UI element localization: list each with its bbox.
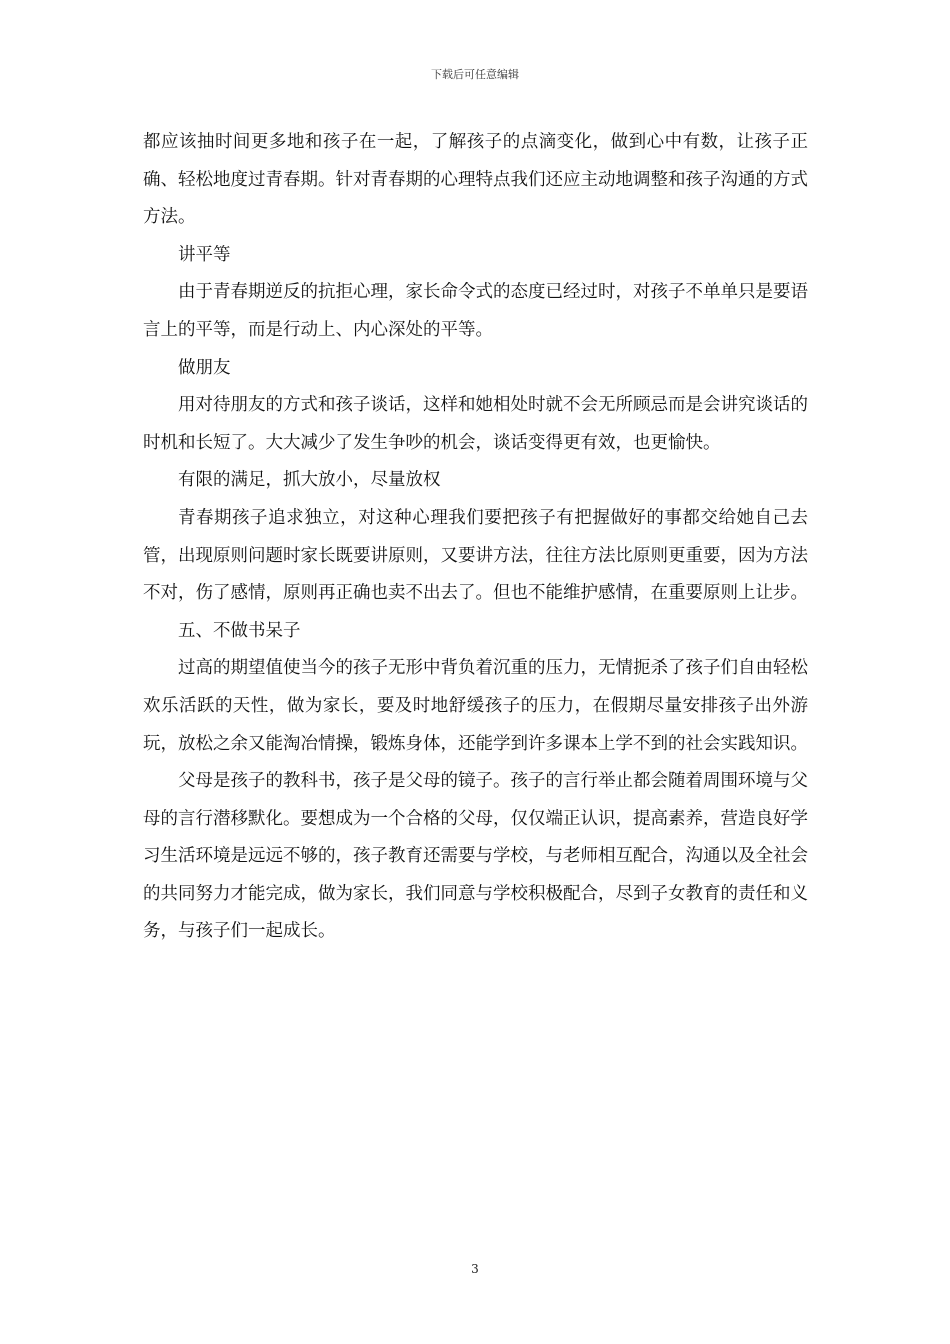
paragraph-5: 过高的期望值使当今的孩子无形中背负着沉重的压力，无情扼杀了孩子们自由轻松欢乐活跃的天性，做为家长，要及时地舒缓孩子的压力，在假期尽量安排孩子出外游玩，放松之余又能淘冶情操，锻炼身体，还能学到许多课本上学不到的社会实践知识。 — [143, 658, 808, 754]
paragraph-1: 都应该抽时间更多地和孩子在一起，了解孩子的点滴变化，做到心中有数，让孩子正确、轻松地度过青春期。针对青春期的心理特点我们还应主动地调整和孩子沟通的方式方法。 — [143, 132, 808, 228]
heading-equality: 讲平等 — [178, 244, 231, 265]
page-header: 下载后可任意编辑 — [431, 68, 519, 81]
page-number: 3 — [471, 1262, 479, 1276]
paragraph-6: 父母是孩子的教科书，孩子是父母的镜子。孩子的言行举止都会随着周围环境与父母的言行潜移默化。要想成为一个合格的父母，仅仅端正认识，提高素养，营造良好学习生活环境是远远不够的，孩子教育还需要与学校，与老师相互配合，沟通以及全社会的共同努力才能完成，做为家长，我们同意与学校积极配合，尽到子女教育的责任和义务，与孩子们一起成长。 — [143, 771, 808, 942]
paragraph-2: 由于青春期逆反的抗拒心理，家长命令式的态度已经过时，对孩子不单单只是要语言上的平等，而是行动上、内心深处的平等。 — [143, 282, 808, 340]
paragraph-4: 青春期孩子追求独立，对这种心理我们要把孩子有把握做好的事都交给她自己去管，出现原则问题时家长既要讲原则，又要讲方法，往往方法比原则更重要，因为方法不对，伤了感情，原则再正确也卖不出去了。但也不能维护感情，在重要原则上让步。 — [143, 507, 808, 604]
heading-limited-satisfaction: 有限的满足，抓大放小，尽量放权 — [178, 470, 441, 491]
document-body — [143, 124, 808, 951]
paragraph-3: 用对待朋友的方式和孩子谈话，这样和她相处时就不会无所顾忌而是会讲究谈话的时机和长短了。大大减少了发生争吵的机会，谈话变得更有效，也更愉快。 — [143, 395, 808, 453]
heading-friends: 做朋友 — [178, 357, 231, 378]
heading-section-five: 五、不做书呆子 — [178, 620, 301, 641]
